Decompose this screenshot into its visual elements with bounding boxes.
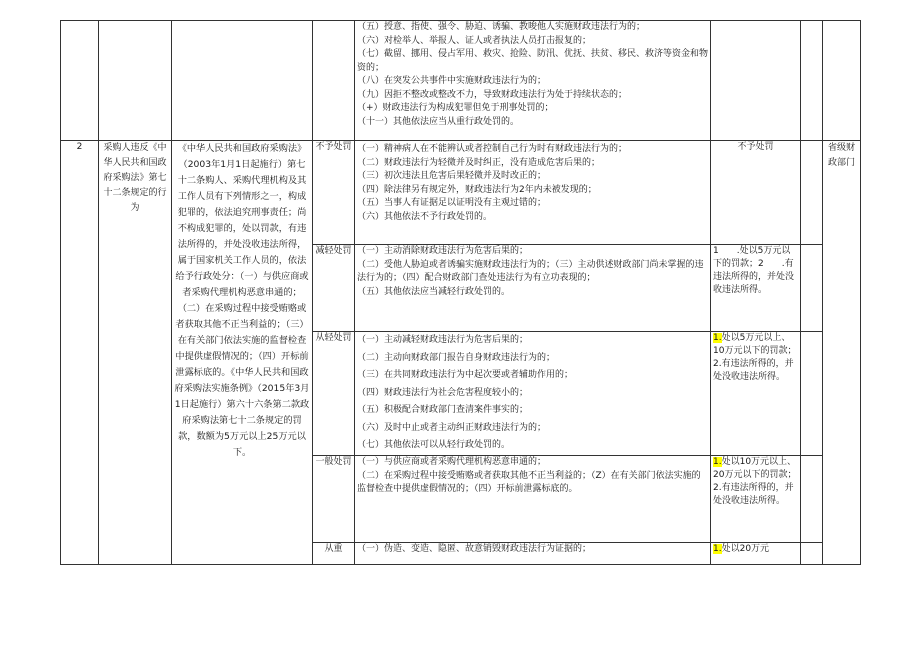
condition-line: （十一）其他依法应当从重行政处罚的。 — [357, 116, 520, 127]
item-cell-empty — [99, 21, 172, 141]
condition-line: （六）其他依法不予行政处罚的。 — [357, 211, 493, 222]
legal-basis: 《中华人民共和国政府采购法》（2003年1月1日起施行）第七十二条购人、采购代理机构及其工作人员有下列情形之一，构成犯罪的，依法追究刑事责任；尚不构成犯罪的，处以罚款，有违法所得的，并处没收违法所得，属于国家机关工作人员的，依法给予行政处分：（一）与供应商或者采购代理机构恶意串通的；（二）在采购过程中接受贿赂或者获取其他不正当利益的；（三）在有关部门依法实施的监督检查中提供虚假情况的；（四）开标前泄露标底的。《中华人民共和国政府采购法实施条例》（2015年3月1日起施行）第六十六条第二款政府采购法第七十二条规定的罚款，数额为5万元以上25万元以下。 — [172, 141, 313, 565]
condition-line: （八）在突发公共事件中实施财政违法行为的； — [357, 76, 547, 86]
level-name: 从轻处罚 — [313, 332, 355, 456]
level-name: 减轻处罚 — [313, 245, 355, 332]
condition-line: （五）授意、指使、强令、胁迫、诱骗、教唆他人实施财政违法行为的； — [357, 22, 646, 32]
level-name: 一般处罚 — [313, 456, 355, 543]
penalty-cell-empty — [711, 21, 801, 141]
enforcement-authority: 省级财政部门 — [823, 141, 861, 565]
condition-line: （六）对检举人、举报人、证人或者执法人员打击报复的； — [357, 35, 592, 46]
condition-line: （二）主动向财政部门报告自身财政违法行为的； — [357, 352, 556, 363]
penalty-cell — [711, 332, 801, 456]
authority-cell-empty — [823, 21, 861, 141]
highlighted-marker: 1. — [713, 544, 722, 554]
condition-line: （一）主动消除财政违法行为危害后果的； — [357, 246, 529, 256]
level-name: 从重 — [313, 543, 355, 565]
condition-line: （四）财政违法行为社会危害程度较小的； — [357, 387, 529, 398]
condition-line: （二）在采购过程中接受贿赂或者获取其他不正当利益的；（Z）在有关部门依法实施的监督检查中提供虚假情况的；（四）开标前泄露标底的。 — [357, 470, 701, 494]
penalty-standard-table — [60, 20, 861, 565]
basis-cell-empty — [172, 21, 313, 141]
level-conditions — [355, 332, 711, 456]
penalty-text: 1 .处以5万元以下的罚款；2 .有违法所得的，并处没收违法所得。 — [711, 245, 801, 332]
penalty-text: 不予处罚 — [711, 141, 801, 245]
condition-line: （一）精神病人在不能辨认或者控制自己行为时有财政违法行为的； — [357, 144, 628, 154]
condition-line: （七）其他依法可以从轻行政处罚的。 — [357, 440, 511, 450]
condition-line: （四）除法律另有规定外，财政违法行为2年内未被发现的； — [357, 184, 597, 195]
condition-line: （一）伪造、变造、隐匿、故意销毁财政违法行为证据的； — [357, 544, 592, 554]
penalty-text: 处以10万元以上、20万元以下的罚款；2.有违法所得的，并处没收违法所得。 — [713, 457, 797, 506]
condition-line: （二）受他人胁迫或者诱骗实施财政违法行为的；（三）主动供述财政部门尚未掌握的违法行为的；（四）配合财政部门查处违法行为有立功表现的； — [357, 259, 704, 283]
highlighted-marker: 1. — [713, 333, 722, 343]
level-conditions — [355, 543, 711, 565]
condition-line: （三）在共同财政违法行为中起次要或者辅助作用的； — [357, 370, 574, 380]
note-cell-empty — [801, 21, 823, 141]
level-cell-empty — [313, 21, 355, 141]
violation-item: 采购人违反《中华人民共和国政府采购法》第七十二条规定的行为 — [99, 141, 172, 565]
aggravating-conditions-cell — [355, 21, 711, 141]
index-cell-empty — [61, 21, 99, 141]
condition-line: （一）与供应商或者采购代理机构恶意串通的； — [357, 457, 547, 467]
penalty-text: 处以5万元以上、10万元以下的罚款；2.有违法所得的，并处没收违法所得。 — [713, 333, 797, 382]
condition-line: （六）及时中止或者主动纠正财政违法行为的； — [357, 422, 547, 433]
condition-line: （五）积极配合财政部门查清案件事实的； — [357, 405, 529, 415]
condition-line: （+）财政违法行为构成犯罪但免于刑事处罚的； — [357, 103, 554, 113]
penalty-cell — [711, 543, 801, 565]
note-cell — [801, 456, 823, 543]
highlighted-marker: 1. — [713, 457, 722, 467]
condition-line: （一）主动减轻财政违法行为危害后果的； — [357, 335, 529, 345]
condition-line: （九）因拒不整改或整改不力，导致财政违法行为处于持续状态的； — [357, 89, 628, 100]
table-row — [61, 141, 861, 245]
penalty-cell — [711, 456, 801, 543]
note-cell — [801, 141, 823, 245]
condition-line: （二）财政违法行为轻微并及时纠正，没有造成危害后果的； — [357, 157, 601, 168]
condition-line: （五）当事人有证据足以证明没有主观过错的； — [357, 198, 547, 208]
level-conditions — [355, 456, 711, 543]
condition-line: （五）其他依法应当减轻行政处罚的。 — [357, 286, 511, 297]
row-index: 2 — [61, 141, 99, 565]
table-row-continued — [61, 21, 861, 141]
note-cell — [801, 332, 823, 456]
note-cell — [801, 543, 823, 565]
condition-line: （三）初次违法且危害后果轻微并及时改正的； — [357, 171, 547, 181]
level-name: 不予处罚 — [313, 141, 355, 245]
level-conditions — [355, 245, 711, 332]
penalty-text: 处以20万元 — [721, 544, 770, 554]
level-conditions — [355, 141, 711, 245]
note-cell — [801, 245, 823, 332]
condition-line: （七）截留、挪用、侵占军用、救灾、抢险、防汛、优抚、扶贫、移民、救济等资金和物资的； — [357, 49, 709, 73]
